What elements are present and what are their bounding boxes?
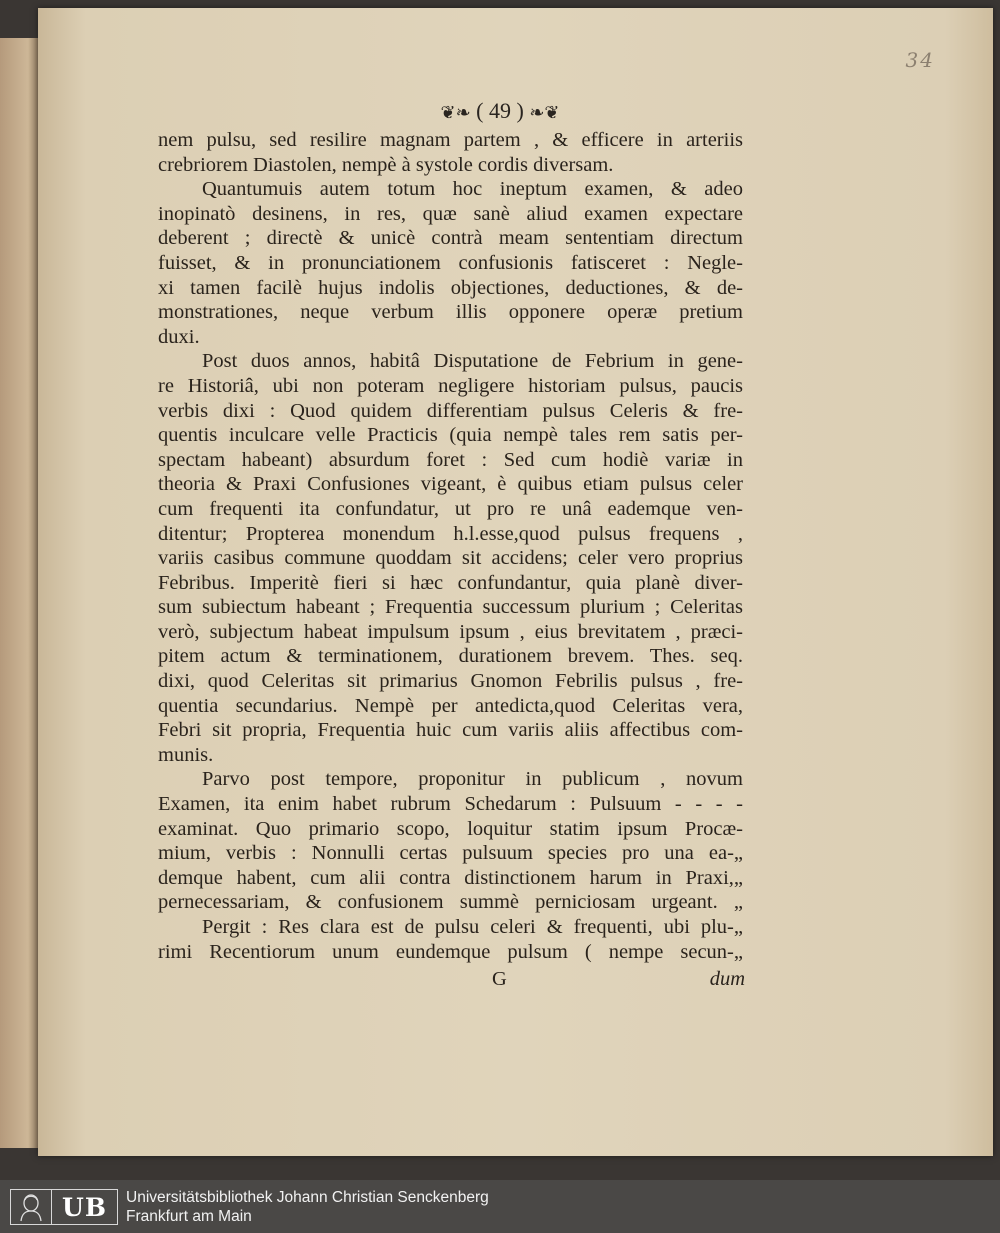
signature-mark: G [492, 968, 507, 990]
institution-name [126, 1188, 489, 1226]
text-line: Examen, ita enim habet rubrum Schedarum : Pulsuum - - - - [158, 793, 743, 816]
text-line: sum subiectum habeant ; Frequentia successum plurium ; Celeritas [158, 596, 743, 619]
page-number: ( 49 ) [476, 98, 524, 123]
text-line: dixi, quod Celeritas sit primarius Gnomon Febrilis pulsus , fre- [158, 670, 743, 693]
body-text [158, 128, 743, 964]
text-line: munis. [158, 743, 214, 766]
text-line: mium, verbis : Nonnulli certas pulsuum species pro una ea-„ [158, 842, 743, 865]
page-header [0, 98, 1000, 124]
text-line: Febribus. Imperitè fieri si hæc confundantur, quia planè diver- [158, 571, 743, 594]
ornament-right-icon: ❧❦ [529, 102, 560, 124]
text-line: demque habent, cum alii contra distinctionem harum in Praxi,„ [158, 866, 743, 889]
text-line: monstrationes, neque verbum illis opponere operæ pretium [158, 301, 743, 324]
text-line: ditentur; Propterea monendum h.l.esse,quod pulsus frequens , [158, 522, 743, 545]
text-line: quentia secundarius. Nempè per antedicta,quod Celeritas vera, [158, 694, 743, 717]
library-logo[interactable] [10, 1189, 118, 1225]
previous-page-edge [0, 38, 41, 1148]
text-line: spectam habeant) absurdum foret : Sed cum hodiè variæ in [158, 448, 743, 471]
text-line: crebriorem Diastolen, nempè à systole cordis diversam. [158, 153, 614, 176]
logo-letters: UB [62, 1192, 107, 1222]
text-line: rimi Recentiorum unum eundemque pulsum ( nempe secun-„ [158, 940, 743, 963]
library-footer [0, 1180, 1000, 1233]
text-line: Parvo post tempore, proponitur in publicum , novum [202, 768, 743, 791]
text-line: Febri sit propria, Frequentia huic cum variis aliis affectibus com- [158, 719, 743, 742]
text-line: xi tamen facilè hujus indolis objectiones, deductiones, & de- [158, 276, 743, 299]
folio-note: 34 [905, 48, 935, 72]
text-line: quentis inculcare velle Practicis (quia nempè tales rem satis per- [158, 424, 743, 447]
text-line: nem pulsu, sed resilire magnam partem , & efficere in arteriis [158, 129, 743, 151]
catchword: dum [709, 968, 745, 990]
institution-line-2: Frankfurt am Main [126, 1208, 252, 1225]
text-line: verbis dixi : Quod quidem differentiam pulsus Celeris & fre- [158, 399, 743, 422]
text-line: examinat. Quo primario scopo, loquitur statim ipsum Procæ- [158, 817, 743, 840]
text-line: Pergit : Res clara est de pulsu celeri & frequenti, ubi plu-„ [202, 916, 743, 938]
text-line: verò, subjectum habeat impulsum ipsum , eius brevitatem , præci- [158, 620, 743, 643]
text-line: fuisset, & in pronunciationem confusionis fatisceret : Negle- [158, 251, 743, 274]
text-line: variis casibus commune quoddam sit accidens; celer vero proprius [158, 547, 743, 570]
text-line: duxi. [158, 325, 200, 348]
text-line: pernecessariam, & confusionem summè perniciosam urgeant. „ [158, 891, 743, 914]
text-line: inopinatò desinens, in res, quæ sanè aliud examen expectare [158, 202, 743, 225]
text-line: pitem actum & terminationem, durationem brevem. Thes. seq. [158, 645, 743, 668]
portrait-icon [11, 1190, 52, 1224]
text-line: Post duos annos, habitâ Disputatione de Febrium in gene- [202, 350, 743, 373]
ornament-left-icon: ❦❧ [440, 102, 471, 124]
text-line: cum frequenti ita confundatur, ut pro re unâ eademque ven- [158, 497, 743, 520]
institution-line-1: Universitätsbibliothek Johann Christian Senckenberg [126, 1189, 489, 1206]
text-line: Quantumuis autem totum hoc ineptum examen, & adeo [202, 178, 743, 201]
text-line: theoria & Praxi Confusiones vigeant, è quibus etiam pulsus celer [158, 473, 743, 496]
text-line: deberent ; directè & unicè contrà meam sententiam directum [158, 227, 743, 250]
text-line: re Historiâ, ubi non poteram negligere historiam pulsus, paucis [158, 374, 743, 397]
